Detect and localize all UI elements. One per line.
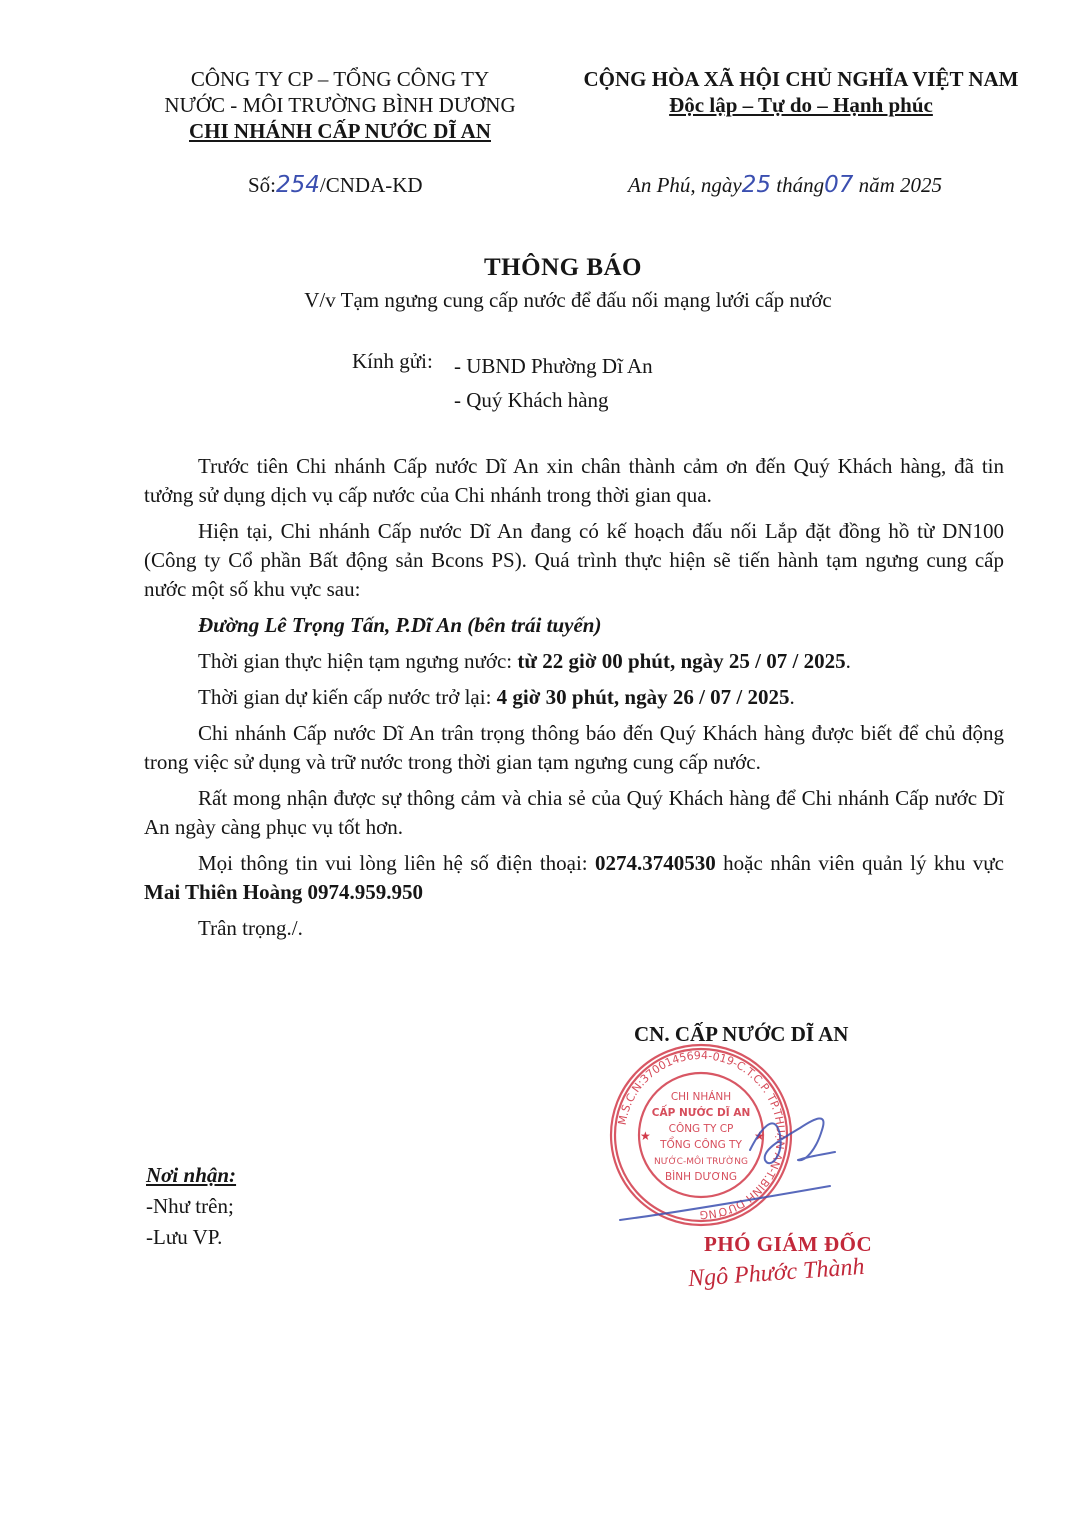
doc-number-handwritten: 254 (276, 172, 320, 198)
affected-area: Đường Lê Trọng Tấn, P.Dĩ An (bên trái tuyến) (198, 613, 602, 637)
date-month-label: tháng (776, 173, 825, 197)
body-paragraph-inform: Chi nhánh Cấp nước Dĩ An trân trọng thông báo đến Quý Khách hàng được biết để chủ động trong việc sử dụng và trữ nước trong thời gian tạm ngưng cung cấp nước. (144, 721, 1004, 774)
stamp-center-line: CẤP NƯỚC DĨ AN (651, 1107, 751, 1119)
signer-name: Ngô Phước Thành (687, 1253, 866, 1293)
stamp-center-line: BÌNH DƯƠNG (664, 1171, 738, 1183)
stamp-center-line: TỔNG CÔNG TY (660, 1139, 742, 1151)
body-paragraph-apology: Rất mong nhận được sự thông cảm và chia sẻ của Quý Khách hàng để Chi nhánh Cấp nước Dĩ An ngày càng phục vụ tốt hơn. (144, 786, 1004, 839)
recipients-list (454, 349, 653, 417)
issue-date (628, 172, 942, 198)
org-parent-line2: NƯỚC - MÔI TRƯỜNG BÌNH DƯƠNG (164, 93, 516, 117)
receivers-label: Nơi nhận: (146, 1163, 237, 1187)
receiver-item: -Lưu VP. (146, 1225, 223, 1249)
date-place: An Phú, ngày (628, 173, 742, 197)
date-year: năm 2025 (858, 173, 943, 197)
doc-number-prefix: Số: (248, 173, 277, 197)
resume-time: Thời gian dự kiến cấp nước trở lại: 4 giờ 30 phút, ngày 26 / 07 / 2025. (198, 685, 795, 709)
recipients-label: Kính gửi: (352, 349, 433, 373)
signing-organization: CN. CẤP NƯỚC DĨ AN (634, 1022, 849, 1046)
body-paragraph-thanks: Trước tiên Chi nhánh Cấp nước Dĩ An xin chân thành cảm ơn đến Quý Khách hàng, đã tin tưởng sử dụng dịch vụ cấp nước của Chi nhánh trong thời gian qua. (144, 454, 1004, 507)
contact-text: Mọi thông tin vui lòng liên hệ số điện thoại: (198, 851, 588, 875)
contact-manager: Mai Thiên Hoàng 0974.959.950 (144, 880, 424, 904)
recipient-item: - Quý Khách hàng (454, 388, 609, 412)
date-day-handwritten: 25 (741, 172, 772, 198)
recipient-item: - UBND Phường Dĩ An (454, 354, 653, 378)
national-motto: Độc lập – Tự do – Hạnh phúc (669, 93, 933, 117)
stop-time-value: từ 22 giờ 00 phút, ngày 25 / 07 / 2025 (517, 649, 846, 673)
doc-number-suffix: /CNDA-KD (319, 173, 423, 197)
stamp-ring-text: M.S.C.N:3700145694-019-C.T.C.P. TP.THUẬN AN-T.BÌNH DƯƠNG (615, 1048, 788, 1222)
notice-body (144, 452, 1004, 950)
resume-time-label: Thời gian dự kiến cấp nước trở lại: (198, 685, 492, 709)
document-title: THÔNG BÁO (484, 254, 642, 281)
signer-position: PHÓ GIÁM ĐỐC (704, 1232, 873, 1256)
document-number (248, 172, 423, 198)
date-month-handwritten: 07 (824, 172, 854, 198)
national-header (556, 66, 1046, 118)
stamp-center-line: NƯỚC-MÔI TRƯỜNG (654, 1157, 748, 1167)
receivers-block (146, 1160, 236, 1253)
contact-text-mid: hoặc nhân viên quản lý khu vực (723, 851, 1004, 875)
receiver-item: -Như trên; (146, 1194, 234, 1218)
contact-phone: 0274.3740530 (595, 851, 716, 875)
stamp-star-icon: ★ (640, 1129, 651, 1143)
stop-time-label: Thời gian thực hiện tạm ngưng nước: (198, 649, 513, 673)
handwritten-signature (600, 1090, 880, 1240)
stamp-center-line: CÔNG TY CP (668, 1123, 734, 1135)
contact-paragraph (144, 849, 1004, 907)
closing-line: Trân trọng./. (198, 916, 303, 940)
stop-time: Thời gian thực hiện tạm ngưng nước: từ 22 giờ 00 phút, ngày 25 / 07 / 2025. (198, 649, 851, 673)
stamp-star-icon: ★ (754, 1129, 765, 1143)
document-subject: V/v Tạm ngưng cung cấp nước để đấu nối mạng lưới cấp nước (304, 288, 832, 312)
body-paragraph-plan: Hiện tại, Chi nhánh Cấp nước Dĩ An đang có kế hoạch đấu nối Lắp đặt đồng hồ từ DN100 (Công ty Cổ phần Bất động sản Bcons PS). Quá trình thực hiện sẽ tiến hành tạm ngưng cung cấp nước một số khu vực sau: (144, 519, 1004, 601)
org-branch: CHI NHÁNH CẤP NƯỚC DĨ AN (189, 119, 491, 143)
org-parent-line1: CÔNG TY CP – TỔNG CÔNG TY (190, 67, 490, 91)
issuing-organization (130, 66, 550, 144)
national-title: CỘNG HÒA XÃ HỘI CHỦ NGHĨA VIỆT NAM (583, 67, 1019, 91)
resume-time-value: 4 giờ 30 phút, ngày 26 / 07 / 2025 (496, 685, 790, 709)
stamp-center-line: CHI NHÁNH (670, 1091, 732, 1103)
